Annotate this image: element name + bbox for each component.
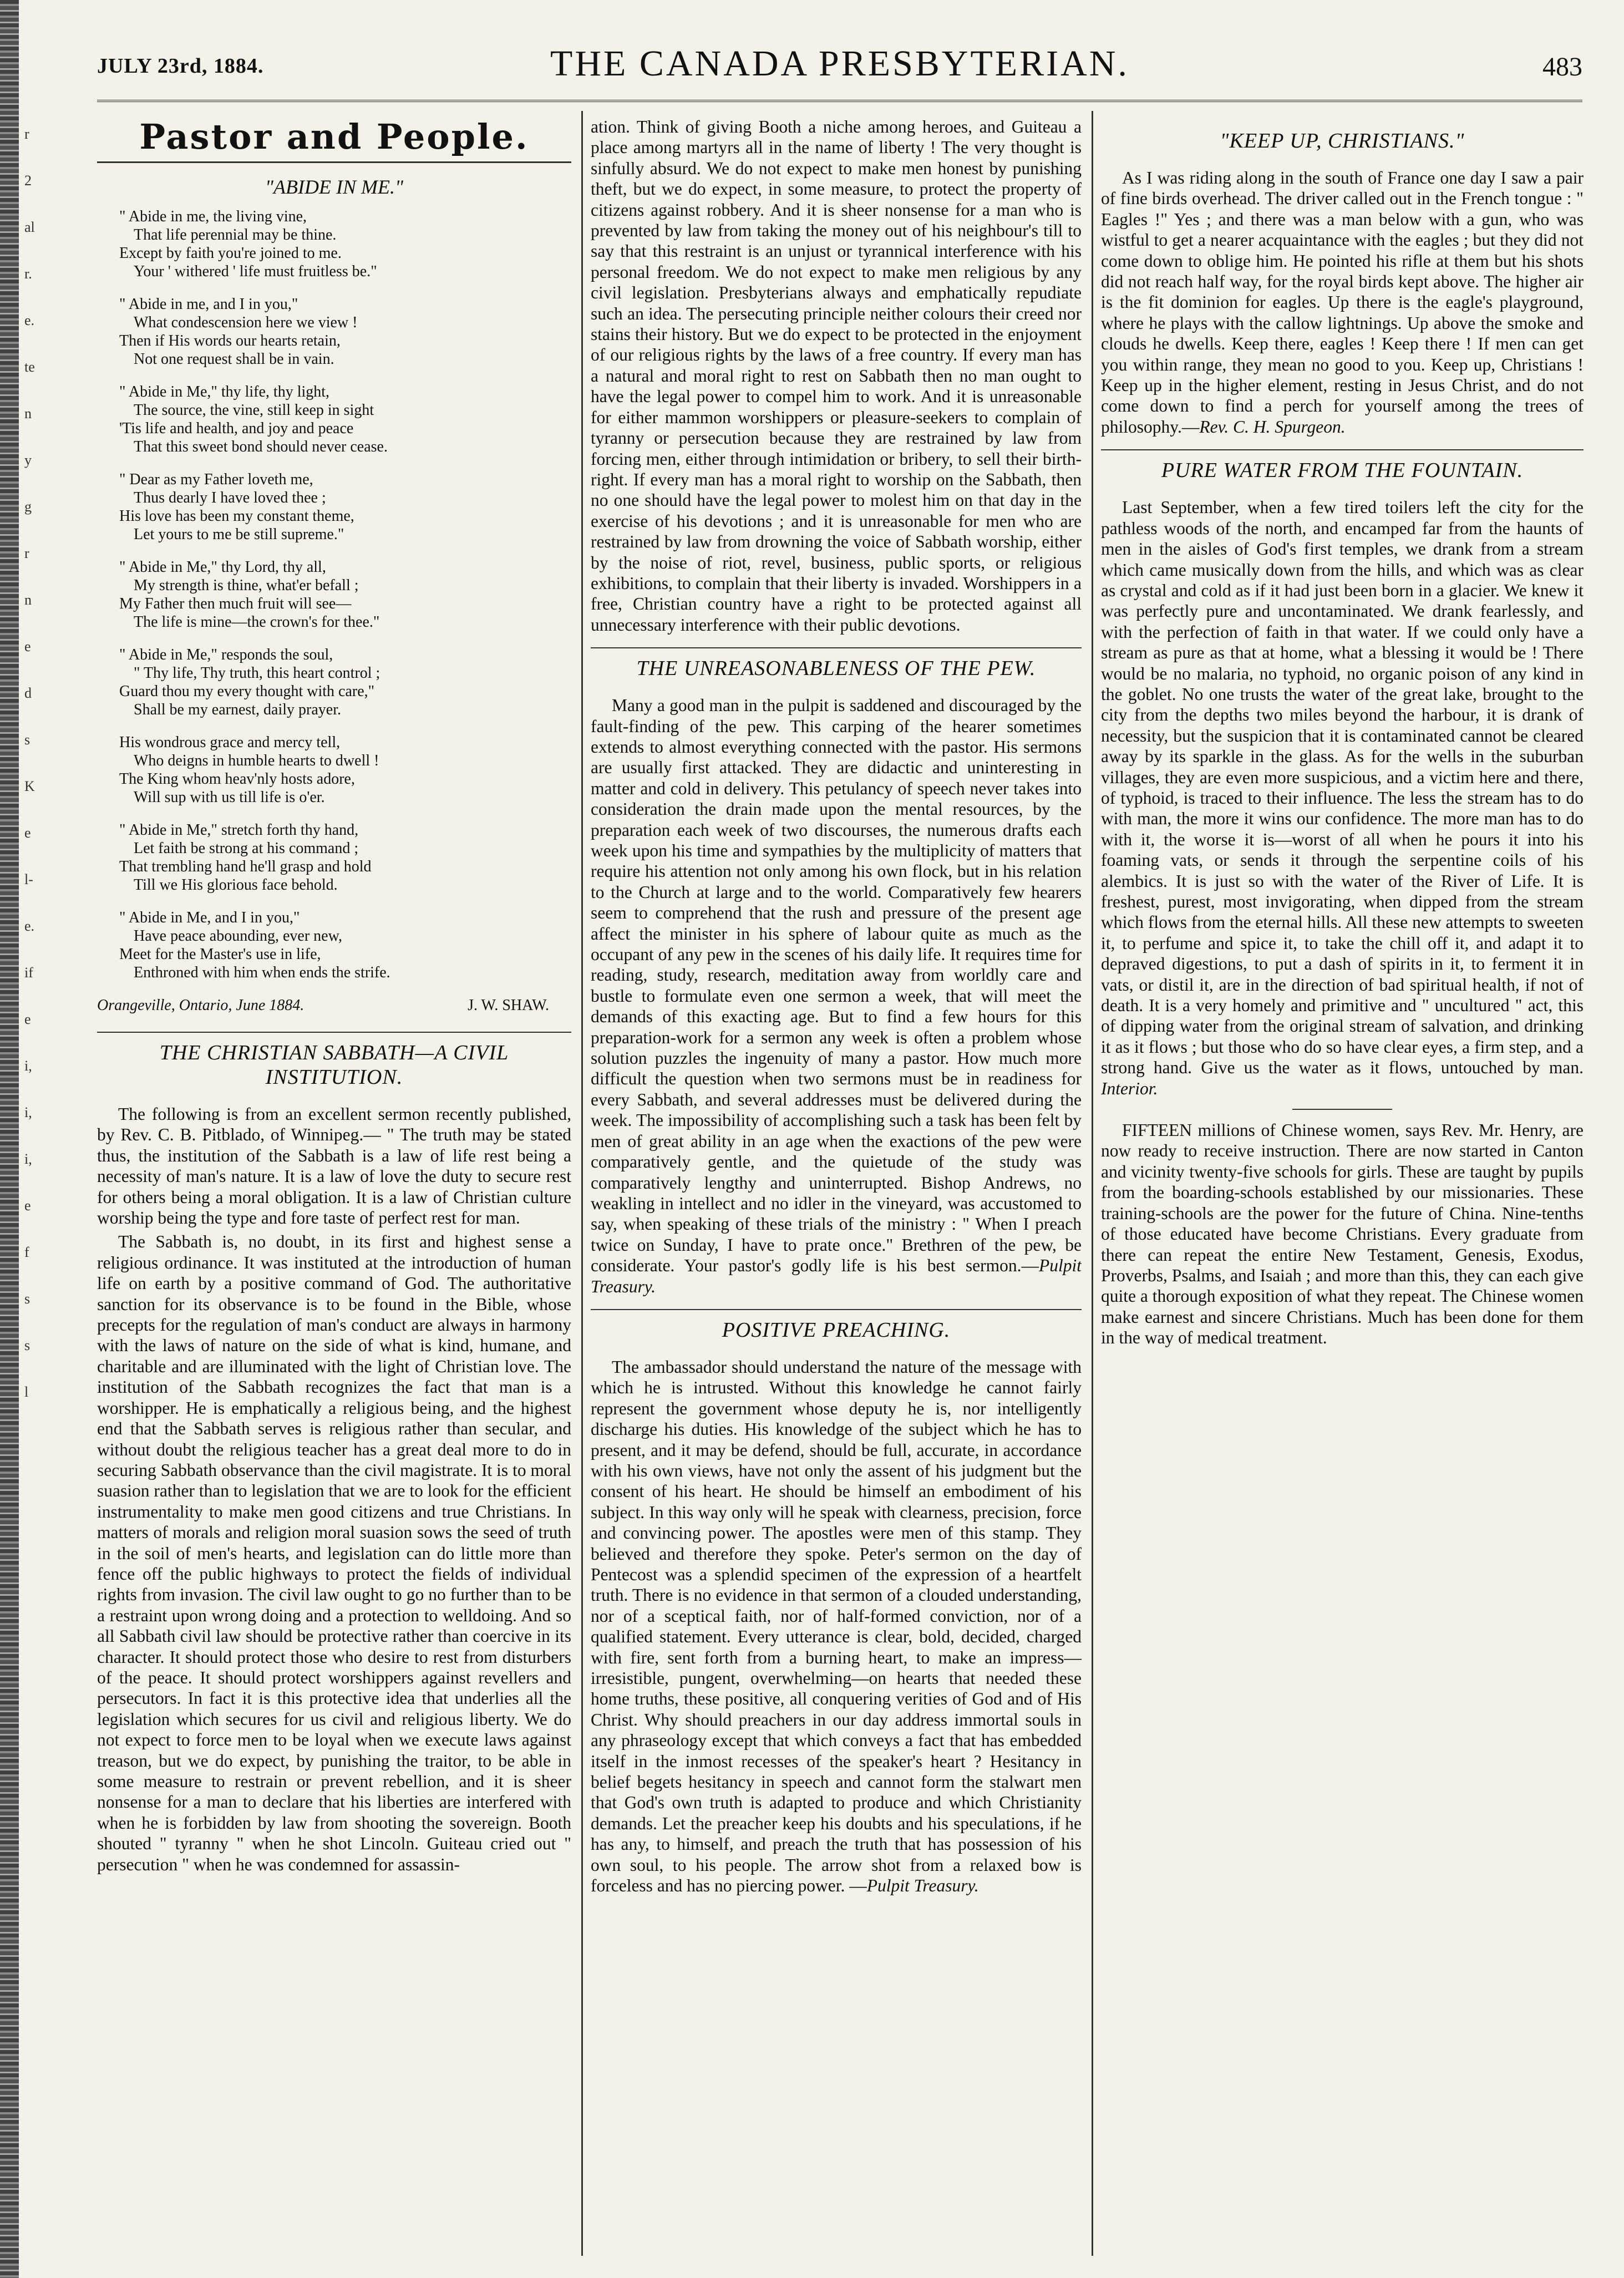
poem-line: 'Tis life and health, and joy and peace	[119, 420, 354, 437]
margin-mark: g	[24, 499, 32, 515]
poem-line: Have peace abounding, ever new,	[134, 927, 343, 945]
poem-line: Enthroned with him when ends the strife.	[134, 964, 390, 981]
margin-mark: e.	[24, 312, 35, 328]
margin-mark: f	[24, 1244, 29, 1260]
poem-line: " Abide in me, and I in you,"	[119, 296, 298, 313]
poem-author: J. W. SHAW.	[468, 997, 549, 1014]
poem-stanza	[119, 383, 571, 456]
margin-mark: s	[24, 732, 31, 748]
poem-stanza	[119, 909, 571, 982]
article-body-sabbath	[97, 1104, 571, 1875]
news-paragraph: FIFTEEN millions of Chinese women, says Rev. Mr. Henry, are now ready to receive instruction. There are now started in Canton and vicinity twenty-five schools for girls. These are taught by pupils from the boarding-schools established by our missionaries. These training-schools are the power for the future of China. Nine-tenths of those educated have become Christians. Every graduate from there can repeat the entire New Testament, Genesis, Exodus, Proverbs, Psalms, and Isaiah ; and more than this, they can each give quite a thorough exposition of what they repeat. The Chinese women make earnest and sincere Christians. Much has been done for them in the way of medical treatment.	[1101, 1120, 1584, 1348]
margin-mark: e	[24, 638, 31, 655]
article-credit: Pulpit Treasury.	[591, 1256, 1082, 1296]
margin-mark: r	[24, 545, 29, 561]
article-credit: Rev. C. H. Spurgeon.	[1199, 417, 1346, 437]
poem-line: Till we His glorious face behold.	[134, 876, 338, 894]
masthead	[97, 31, 1582, 97]
poem-line: Not one request shall be in vain.	[134, 351, 334, 368]
article-title-sabbath: THE CHRISTIAN SABBATH—A CIVIL INSTITUTION.	[97, 1032, 571, 1089]
poem-line: " Abide in me, the living vine,	[119, 208, 307, 225]
margin-mark: e	[24, 1198, 31, 1214]
poem-line: That trembling hand he'll grasp and hold	[119, 858, 372, 875]
column-divider	[581, 111, 583, 2256]
article-paragraph: The ambassador should understand the nature of the message with which he is intrusted. Without this knowledge he cannot fairly represent the government whose deputy he is, nor intelligently discharge his duties. His knowledge of the subject which he has to present, and it may be defend, should be full, accurate, in accordance with his own views, have not only the assent of his judgment but the consent of his heart. He should be himself an embodiment of his subject. In this way only will he speak with clearness, precision, force and convincing power. The apostles were men of this stamp. They believed and therefore they spoke. Peter's sermon on the day of Pentecost was a splendid specimen of the expression of a heartfelt truth. There is no evidence in that sermon of a clouded understanding, nor of a sceptical faith, nor of half-formed conviction, nor of a qualified statement. Every utterance is clear, bold, decided, charged with fire, sent forth from a burning heart, to make an impress—irresistible, pungent, overwhelming—on hearts that needed these home truths, these positive, all conquering verities of God and of His Christ. Why should preachers in our day address immortal souls in any phraseology except that which conveys a fact that has embedded itself in the inmost recesses of the speaker's heart ? Hesitancy in belief begets hesitancy in speech and cannot form the stalwart men that God's own truth is adapted to produce and which Christianity demands. Let the preacher keep his doubts and his speculations, if he has any, to himself, and preach the truth that has possession of his own soul, to his people. The arrow shot from a relaxed bow is forceless and has no piercing power. —Pulpit Treasury.	[591, 1357, 1082, 1896]
poem-line: His wondrous grace and mercy tell,	[119, 734, 341, 751]
poem-stanza	[119, 733, 571, 806]
article-body-keep-up	[1101, 168, 1584, 437]
poem-line: " Abide in Me, and I in you,"	[119, 909, 300, 926]
margin-mark: r	[24, 126, 29, 142]
page-number: 483	[1542, 52, 1582, 82]
margin-mark: s	[24, 1291, 31, 1307]
margin-mark: K	[24, 778, 35, 794]
poem-line: His love has been my constant theme,	[119, 508, 354, 525]
article-title-positive: POSITIVE PREACHING.	[591, 1309, 1082, 1342]
column-3	[1101, 116, 1584, 2256]
department-title: Pastor and People.	[97, 116, 571, 163]
poem-line: " Dear as my Father loveth me,	[119, 471, 313, 488]
page-binding-edge	[0, 0, 19, 2278]
article-title-pew: THE UNREASONABLENESS OF THE PEW.	[591, 647, 1082, 681]
poem-line: My strength is thine, what'er befall ;	[134, 577, 359, 594]
poem-line: Let faith be strong at his command ;	[134, 840, 359, 857]
poem-line: The life is mine—the crown's for thee."	[134, 613, 380, 631]
poem-line: Who deigns in humble hearts to dwell !	[134, 752, 379, 769]
poem-line: The source, the vine, still keep in sight	[134, 402, 374, 419]
margin-mark: e	[24, 1011, 31, 1027]
article-paragraph: ation. Think of giving Booth a niche among heroes, and Guiteau a place among martyrs all in the name of liberty ! The very thought is sinfully absurd. We do not expect to make men honest by punishing theft, but we do expect, in some measure, to protect the property of citizens against robbery. And it is sheer nonsense for a man who is prevented by law from taking the money out of his neighbour's till to say that this restraint is an unjust or tyrannical interference with his personal freedom. We do not expect to make men religious by any civil legislation. Presbyterians always and emphatically repudiate such an idea. The persecuting principle neither colours their creed nor stains their history. But we do expect to be protected in the enjoyment of our religious rights by the laws of a free country. If every man has a natural and moral right to rest on Sabbath then no man ought to have the legal power to compel him to work. And it is unreasonable for either mammon worshippers or pleasure-seekers to complain of tyranny or persecution because they are restrained by law from forcing men, either through intimidation or bribery, to sell their birth-right. If every man has a moral right to worship on the Sabbath, then no one should have the legal power to molest him on that day in the exercise of his devotions ; and it is unreasonable for men who are restrained by law from drowning the voice of Sabbath worship, either by the noise of riot, revel, business, public sports, or religious exhibitions, to complain that their liberty is invaded. Worshippers in a free, Christian country have a right to be protected against all unnecessary interference with their public devotions.	[591, 117, 1082, 635]
poem-line: Except by faith you're joined to me.	[119, 245, 342, 262]
article-paragraph: As I was riding along in the south of France one day I saw a pair of fine birds overhead. The driver called out in the French tongue : " Eagles !" Yes ; and there was a man below with a gun, who was wistful to get a nearer acquaintance with the eagles ; but they did not come down to oblige him. He pointed his rifle at them but his shots did not reach half way, for the royal birds kept above. The higher air is the fit dominion for eagles. Up there is the eagle's playground, where he plays with the callow lightnings. Up above the smoke and clouds he dwells. Keep there, eagles ! Keep there ! If men can get you within range, they mean no good to you. Keep up, Christians ! Keep up in the higher element, resting in Jesus Christ, and do not come down to find a perch for yourself among the trees of philosophy.—Rev. C. H. Spurgeon.	[1101, 168, 1584, 437]
article-body-water	[1101, 497, 1584, 1099]
article-body-pew	[591, 695, 1082, 1297]
article-paragraph: Last September, when a few tired toilers left the city for the pathless woods of the north, and encamped far from the haunts of men in the aisles of God's first temples, we drank from a stream which came musically down from the hills, and which was as clear as crystal and cold as if it had just been born in a glacier. We knew it was perfectly pure and uncontaminated. We drank fearlessly, and with the perfection of faith in that water. If we could only have a stream as pure as that at home, what a blessing it would be ! There would be no malaria, no typhoid, no organic poison of any kind in the goblet. No one trusts the water of the great lake, brought to the city from the depths two miles beyond the harbour, it is drank of necessity, but the suspicion that it is contaminated cannot be cleared away by its sparkle in the glass. As for the wells in the suburban villages, they are even more suspicious, and a victim here and there, of typhoid, is traced to their influence. The less the stream has to do with man, the more it wins our confidence. The more man has to do with it, the worse it is—worst of all when he pours it into his foaming vats, or sends it through the serpentine coils of his alembics. It is just so with the water of the River of Life. It is freshest, purest, most invigorating, when dipped from the stream which flows from the eternal hills. All these new attempts to sweeten it, to perfume and spice it, to take the chill off it, and adapt it to depraved digestions, to put a dash of spirits in it, to ferment it in vats, or distil it, are in the direction of bad spiritual health, if not of death. It is a very homely and primitive and " uncultured " act, this of dipping water from the original stream of salvation, and drinking it as it flows ; but those who do so have clear eyes, a firm step, and a strong hand. Give us the water as it flows, untouched by man. Interior.	[1101, 498, 1584, 1098]
section-divider	[1292, 1109, 1392, 1110]
margin-mark: l-	[24, 871, 33, 887]
article-body-positive	[591, 1357, 1082, 1896]
margin-mark: i,	[24, 1151, 32, 1167]
article-credit: Interior.	[1101, 1078, 1158, 1098]
poem-stanza	[119, 207, 571, 281]
margin-mark: i,	[24, 1058, 32, 1074]
article-paragraph: The following is from an excellent sermon recently published, by Rev. C. B. Pitblado, of Winnipeg.— " The truth may be stated thus, the institution of the Sabbath is a law of life rest being a necessity of man's nature. It is a law of love the duty to secure rest for others being a moral obligation. It is a law of Christian culture worship being the type and fore taste of perfect rest for man.	[97, 1104, 571, 1228]
margin-mark: al	[24, 219, 35, 235]
poem-line: " Thy life, Thy truth, this heart control ;	[134, 664, 380, 682]
margin-mark: 2	[24, 173, 32, 189]
article-title-keep-up: "KEEP UP, CHRISTIANS."	[1220, 129, 1465, 153]
margin-mark: if	[24, 965, 33, 981]
poem-line: " Abide in Me," responds the soul,	[119, 646, 333, 663]
poem-stanza	[119, 295, 571, 368]
margin-mark: l	[24, 1384, 29, 1400]
news-lead: FIFTEEN	[1122, 1120, 1192, 1140]
issue-date: JULY 23rd, 1884.	[97, 54, 264, 78]
column-1	[97, 116, 571, 2256]
article-credit: Pulpit Treasury.	[866, 1876, 979, 1896]
poem-line: What condescension here we view !	[134, 314, 358, 331]
poem-line: Let yours to me be still supreme."	[134, 526, 344, 543]
newspaper-title: THE CANADA PRESBYTERIAN.	[550, 43, 1129, 84]
poem-line: Meet for the Master's use in life,	[119, 946, 321, 963]
poem-line: " Abide in Me," stretch forth thy hand,	[119, 821, 359, 839]
margin-mark: te	[24, 359, 35, 375]
poem-title: "ABIDE IN ME."	[265, 176, 404, 198]
poem-line: Then if His words our hearts retain,	[119, 332, 341, 349]
poem-line: My Father then much fruit will see—	[119, 595, 352, 612]
poem-line: The King whom heav'nly hosts adore,	[119, 770, 355, 788]
poem-signoff	[97, 996, 571, 1015]
poem-line: " Abide in Me," thy life, thy light,	[119, 383, 330, 400]
masthead-rule	[97, 100, 1582, 102]
article-paragraph: Many a good man in the pulpit is saddened and discouraged by the fault-finding of the pew. This carping of the hearer sometimes extends to almost everything connected with the pastor. His sermons are usually first attacked. They are didactic and uninteresting in matter and cold in delivery. This petulancy of speech never takes into consideration the drain made upon the mental resources, by the preparation each week of two discourses, the numerous drafts each week upon his time and sympathies by the multiplicity of matters that require his attention not only among his own flock, but in his relation to the Church at large and to the world. Comparatively few hearers seem to comprehend that the rush and pressure of the present age affect the minister in his sphere of labour quite as much as the occupant of any pew in the scenes of his daily life. It requires time for reading, study, research, meditation away from worldly care and bustle to formulate even one sermon a week, that will meet the demands of this exacting age. But to find a few hours for this preparation-work for a sermon any week is often a problem whose solution puzzles the ingenuity of many a pastor. How much more difficult the question when two sermons must be in readiness for every Sabbath, and several addresses must be delivered during the week. The impossibility of accomplishing such a task has been felt by men of great ability in an age when the exactions of the pew were comparatively gentle, and the quietude of the study was comparatively lengthy and uninterrupted. Bishop Andrews, no weakling in intellect and no idler in the vineyard, was accustomed to say, when speaking of these trials of the ministry : " When I preach twice on Sunday, I have to prate once." Brethren of the pew, be considerate. Your pastor's godly life is his best sermon.—Pulpit Treasury.	[591, 696, 1082, 1296]
column-2	[591, 116, 1082, 2256]
margin-mark: n	[24, 405, 32, 422]
margin-mark: y	[24, 452, 32, 468]
margin-mark: e.	[24, 918, 35, 934]
poem-line: That this sweet bond should never cease.	[134, 438, 388, 455]
poem-line: Will sup with us till life is o'er.	[134, 789, 325, 806]
poem-line: That life perennial may be thine.	[134, 226, 337, 243]
poem-stanza	[119, 558, 571, 631]
article-paragraph: The Sabbath is, no doubt, in its first and highest sense a religious ordinance. It was instituted at the introduction of human life on earth by a positive command of God. The authoritative sanction for its observance is to be found in the Bible, whose precepts for the regulation of man's conduct are always in harmony with the laws of nature on the side of what is kind, humane, and charitable and are illuminated with the light of Christian love. The institution of the Sabbath recognizes the fact that man is a worshipper. He is emphatically a religious being, and the highest end that the Sabbath serves is religious rather than secular, and without doubt the religious teacher has a great deal more to do in securing Sabbath observance than the civil magistrate. It is to moral suasion rather than to legislation that we are to look for the efficient instrumentality to make men good citizens and true Christians. In matters of morals and religion moral suasion sows the seed of truth in the soil of men's hearts, and legislation can do little more than fence off the public highways to protect the fields of individual rights from invasion. The civil law ought to go no further than to be a restraint upon wrong doing and a protection to welldoing. And so all Sabbath civil law should be protective rather than coercive in its character. It should protect those who desire to rest from disturbers of the peace. It should protect worshippers against revellers and persecutors. In fact it is this protective idea that underlies all the legislation which secures for us civil and religious liberty. We do not expect to force men to be loyal when we execute laws against treason, but we do expect, by punishing the traitor, to be able in some measure to restrain or prevent rebellion, and it is sheer nonsense for a man to declare that his liberties are interfered with when he is forbidden by law from shooting the sovereign. Booth shouted " tyranny " when he shot Lincoln. Guiteau cried out " persecution " when he was condemned for assassin-	[97, 1232, 571, 1874]
margin-marks	[24, 111, 63, 1997]
news-item	[1101, 1120, 1584, 1348]
poem-line: Your ' withered ' life must fruitless be."	[134, 263, 377, 280]
poem-body	[97, 207, 571, 982]
margin-mark: d	[24, 685, 32, 701]
margin-mark: i,	[24, 1104, 32, 1120]
poem-place-date: Orangeville, Ontario, June 1884.	[97, 997, 304, 1014]
article-title-water: PURE WATER FROM THE FOUNTAIN.	[1101, 449, 1584, 483]
poem-stanza	[119, 646, 571, 719]
margin-mark: s	[24, 1337, 31, 1353]
poem-stanza	[119, 821, 571, 894]
margin-mark: n	[24, 592, 32, 608]
article-body-sabbath-continued	[591, 116, 1082, 635]
column-divider	[1092, 111, 1093, 2256]
poem-line: Guard thou my every thought with care,"	[119, 683, 375, 700]
margin-mark: e	[24, 825, 31, 841]
poem-line: Shall be my earnest, daily prayer.	[134, 701, 341, 718]
poem-line: Thus dearly I have loved thee ;	[134, 489, 326, 506]
margin-mark: r.	[24, 266, 32, 282]
poem-stanza	[119, 470, 571, 544]
poem-line: " Abide in Me," thy Lord, thy all,	[119, 559, 326, 576]
